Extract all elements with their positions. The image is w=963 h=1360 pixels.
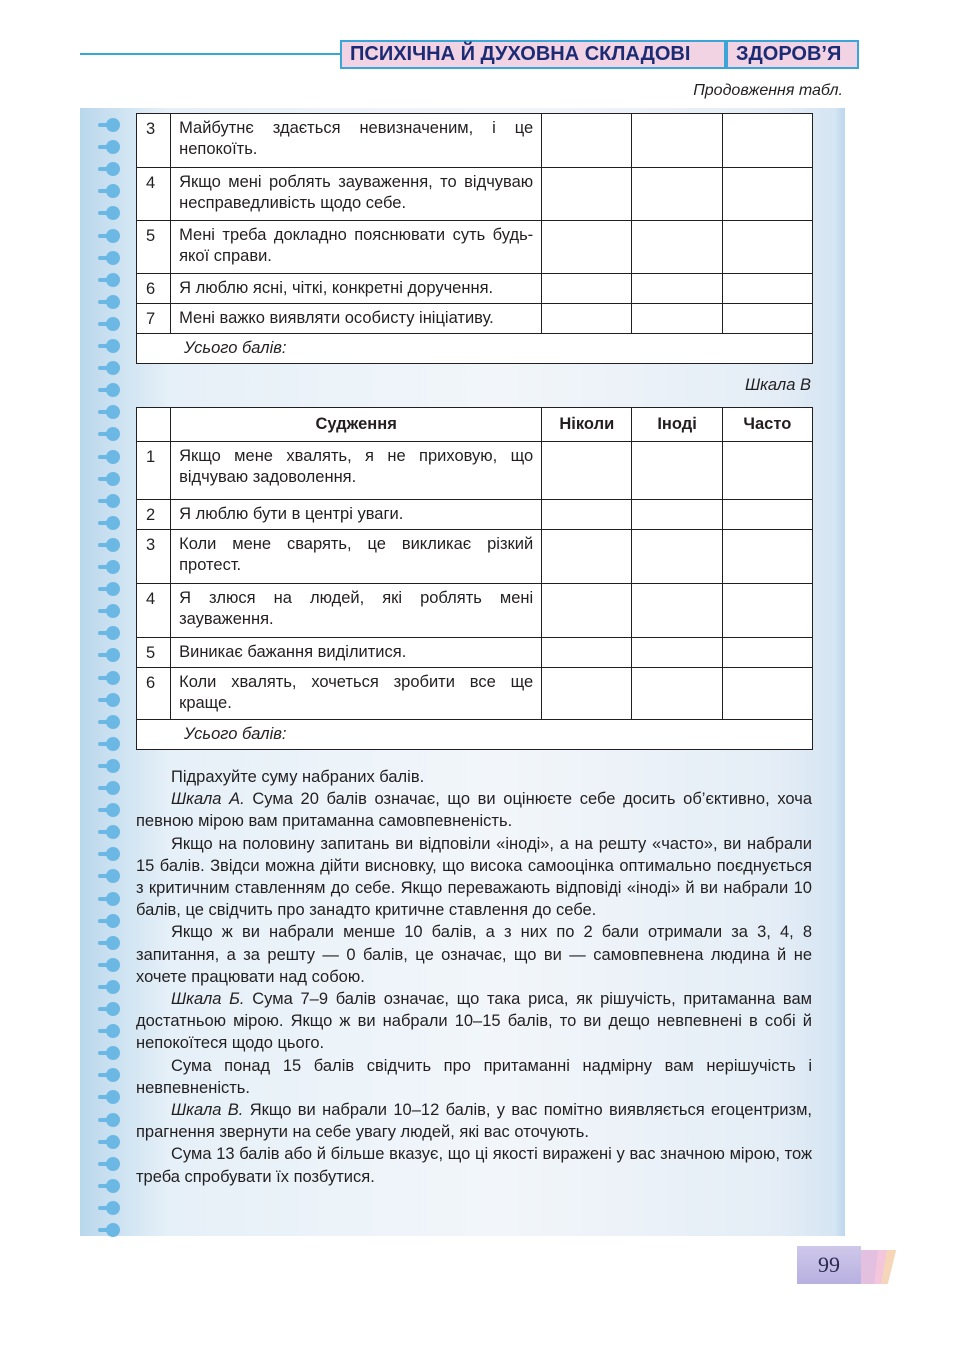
- binding-ring: [98, 560, 120, 575]
- binding-ring: [98, 251, 120, 266]
- binding-ring: [98, 1113, 120, 1128]
- binding-ring: [98, 958, 120, 973]
- binding-ring: [98, 206, 120, 221]
- row-number: 5: [137, 221, 171, 274]
- row-number: 6: [137, 668, 171, 720]
- row-statement: Я злюся на людей, які роблять мені зауваження.: [171, 584, 542, 638]
- scale-b-heading: Шкала Б.: [171, 990, 245, 1009]
- binding-ring: [98, 980, 120, 995]
- scale-a-table: [136, 113, 813, 364]
- binding-ring: [98, 693, 120, 708]
- binding-ring: [98, 140, 120, 155]
- answer-often-cell[interactable]: [722, 114, 812, 168]
- answer-often-cell[interactable]: [722, 668, 812, 720]
- binding-ring: [98, 626, 120, 641]
- binding-ring: [98, 715, 120, 730]
- binding-ring: [98, 847, 120, 862]
- binding-ring: [98, 936, 120, 951]
- binding-ring: [98, 892, 120, 907]
- binding-ring: [98, 1135, 120, 1150]
- answer-sometimes-cell[interactable]: [632, 442, 722, 500]
- scale-c-heading: Шкала В.: [171, 1101, 244, 1120]
- answer-sometimes-cell[interactable]: [632, 530, 722, 584]
- binding-ring: [98, 273, 120, 288]
- binding-ring: [98, 825, 120, 840]
- paragraph-text: Якщо ви набрали 10–12 балів, у вас помітно виявляється егоцентризм, прагнення звернути на себе увагу людей, які вас оточують.: [136, 1101, 813, 1142]
- binding-ring: [98, 1223, 120, 1238]
- binding-ring: [98, 869, 120, 884]
- binding-ring: [98, 361, 120, 376]
- continued-label: Продовження табл.: [693, 82, 843, 99]
- header-never: Ніколи: [542, 408, 632, 442]
- row-statement: Якщо мене хвалять, я не приховую, що відчуваю задоволення.: [171, 442, 542, 500]
- answer-often-cell[interactable]: [722, 221, 812, 274]
- row-statement: Я люблю ясні, чіткі, конкретні доручення.: [171, 274, 542, 304]
- row-number: 2: [137, 500, 171, 530]
- binding-ring: [98, 737, 120, 752]
- paragraph: [136, 788, 812, 832]
- total-row: [137, 720, 813, 750]
- binding-ring: [98, 339, 120, 354]
- paragraph-text: Сума 20 балів означає, що ви оцінюєте себе досить об’єктивно, хоча певною мірою вам притаманна самовпевненість.: [136, 790, 812, 831]
- header-rule: [80, 53, 342, 55]
- answer-often-cell[interactable]: [722, 304, 812, 334]
- table-header-row: [137, 408, 813, 442]
- row-statement: Мені треба докладно пояснювати суть будь-якої справи.: [171, 221, 542, 274]
- answer-never-cell[interactable]: [542, 668, 632, 720]
- binding-ring: [98, 405, 120, 420]
- row-statement: Майбутнє здається невизначеним, і це непокоїть.: [171, 114, 542, 168]
- scale-a-heading: Шкала А.: [171, 790, 245, 809]
- binding-ring: [98, 803, 120, 818]
- row-number: 7: [137, 304, 171, 334]
- binding-ring: [98, 582, 120, 597]
- row-number: 5: [137, 638, 171, 668]
- binding-ring: [98, 1157, 120, 1172]
- answer-often-cell[interactable]: [722, 500, 812, 530]
- binding-ring: [98, 295, 120, 310]
- binding-ring: [98, 317, 120, 332]
- binding-ring: [98, 516, 120, 531]
- table-row: [137, 668, 813, 720]
- answer-sometimes-cell[interactable]: [632, 274, 722, 304]
- binding-ring: [98, 427, 120, 442]
- paragraph: Підрахуйте суму набраних балів.: [171, 768, 425, 786]
- answer-often-cell[interactable]: [722, 442, 812, 500]
- header-statement: Судження: [171, 408, 542, 442]
- binding-ring: [98, 759, 120, 774]
- answer-sometimes-cell[interactable]: [632, 168, 722, 221]
- binding-ring: [98, 604, 120, 619]
- row-number: 4: [137, 584, 171, 638]
- binding-ring: [98, 538, 120, 553]
- answer-sometimes-cell[interactable]: [632, 668, 722, 720]
- answer-sometimes-cell[interactable]: [632, 304, 722, 334]
- binding-ring: [98, 450, 120, 465]
- paragraph: [136, 988, 812, 1055]
- binding-ring: [98, 229, 120, 244]
- binding-ring: [98, 648, 120, 663]
- panel-edge: [833, 108, 845, 1236]
- answer-sometimes-cell[interactable]: [632, 114, 722, 168]
- binding-ring: [98, 118, 120, 133]
- answer-never-cell[interactable]: [542, 274, 632, 304]
- scale-b-label: Шкала В: [744, 376, 811, 394]
- answer-often-cell[interactable]: [722, 274, 812, 304]
- table-row: [137, 638, 813, 668]
- header-number: [137, 408, 171, 442]
- spiral-binding: [80, 108, 130, 1236]
- table-row: [137, 304, 813, 334]
- answer-never-cell[interactable]: [542, 304, 632, 334]
- answer-never-cell[interactable]: [542, 638, 632, 668]
- scoring-text: [136, 766, 812, 1188]
- table-row: [137, 114, 813, 168]
- row-statement: Мені важко виявляти особисту ініціативу.: [171, 304, 542, 334]
- answer-never-cell[interactable]: [542, 584, 632, 638]
- answer-often-cell[interactable]: [722, 530, 812, 584]
- paragraph: Якщо на половину запитань ви відповіли «іноді», а на решту «часто», ви набрали 15 балів. Звідси можна дійти висновку, що висока самооцінка оптимально поєднується з критичним ставленням до себе. Якщо переважають відповіді «іноді» й ви набрали 10 балів, це свідчить про занадто критичне ставлення до себе.: [136, 834, 812, 920]
- row-number: 4: [137, 168, 171, 221]
- binding-ring: [98, 781, 120, 796]
- section-subtitle: ЗДОРОВ’Я: [726, 40, 859, 69]
- section-title: ПСИХІЧНА Й ДУХОВНА СКЛАДОВІ: [340, 40, 726, 69]
- binding-ring: [98, 162, 120, 177]
- answer-never-cell[interactable]: [542, 221, 632, 274]
- table-row: [137, 530, 813, 584]
- binding-ring: [98, 184, 120, 199]
- row-number: 3: [137, 530, 171, 584]
- header-sometimes: Іноді: [632, 408, 722, 442]
- total-label: Усього балів:: [137, 720, 813, 750]
- table-row: [137, 221, 813, 274]
- table-row: [137, 168, 813, 221]
- total-row: [137, 334, 813, 364]
- table-row: [137, 274, 813, 304]
- binding-ring: [98, 1090, 120, 1105]
- header-often: Часто: [722, 408, 812, 442]
- table-row: [137, 442, 813, 500]
- answer-never-cell[interactable]: [542, 114, 632, 168]
- answer-sometimes-cell[interactable]: [632, 584, 722, 638]
- answer-often-cell[interactable]: [722, 638, 812, 668]
- binding-ring: [98, 914, 120, 929]
- total-label: Усього балів:: [137, 334, 813, 364]
- binding-ring: [98, 494, 120, 509]
- row-statement: Коли хвалять, хочеться зробити все ще краще.: [171, 668, 542, 720]
- scale-b-table: [136, 407, 813, 750]
- row-statement: Я люблю бути в центрі уваги.: [171, 500, 542, 530]
- answer-sometimes-cell[interactable]: [632, 638, 722, 668]
- row-statement: Коли мене сварять, це викликає різкий протест.: [171, 530, 542, 584]
- page-number: 99: [797, 1246, 861, 1284]
- binding-ring: [98, 1024, 120, 1039]
- paragraph: [136, 1099, 812, 1143]
- answer-sometimes-cell[interactable]: [632, 221, 722, 274]
- answer-often-cell[interactable]: [722, 584, 812, 638]
- binding-ring: [98, 1179, 120, 1194]
- answer-never-cell[interactable]: [542, 530, 632, 584]
- paragraph: Сума 13 балів або й більше вказує, що ці якості виражені у вас значною мірою, тож треба спробувати їх позбутися.: [136, 1145, 812, 1186]
- answer-sometimes-cell[interactable]: [632, 500, 722, 530]
- binding-ring: [98, 1201, 120, 1216]
- row-statement: Якщо мені роблять зауваження, то відчуваю несправедливість щодо себе.: [171, 168, 542, 221]
- row-number: 1: [137, 442, 171, 500]
- row-statement: Виникає бажання виділитися.: [171, 638, 542, 668]
- row-number: 6: [137, 274, 171, 304]
- binding-ring: [98, 1002, 120, 1017]
- paragraph: Сума понад 15 балів свідчить про притаманні надмірну вам нерішучість і невпевненість.: [136, 1056, 812, 1097]
- table-row: [137, 584, 813, 638]
- answer-often-cell[interactable]: [722, 168, 812, 221]
- binding-ring: [98, 1068, 120, 1083]
- binding-ring: [98, 1046, 120, 1061]
- answer-never-cell[interactable]: [542, 168, 632, 221]
- binding-ring: [98, 671, 120, 686]
- paragraph: Якщо ж ви набрали менше 10 балів, а з них по 2 бали отримали за 3, 4, 8 запитання, а за решту — 0 балів, це означає, що ви — самовпевнена людина й не хочете працювати над собою.: [136, 923, 812, 986]
- answer-never-cell[interactable]: [542, 500, 632, 530]
- answer-never-cell[interactable]: [542, 442, 632, 500]
- row-number: 3: [137, 114, 171, 168]
- table-row: [137, 500, 813, 530]
- binding-ring: [98, 472, 120, 487]
- paragraph-text: Сума 7–9 балів означає, що така риса, як рішучість, притаманна вам достатньою мірою. Якщо ж ви набрали 10–15 балів, то ви дещо невпевнені в собі й непокоїтеся щодо цього.: [136, 990, 813, 1053]
- binding-ring: [98, 383, 120, 398]
